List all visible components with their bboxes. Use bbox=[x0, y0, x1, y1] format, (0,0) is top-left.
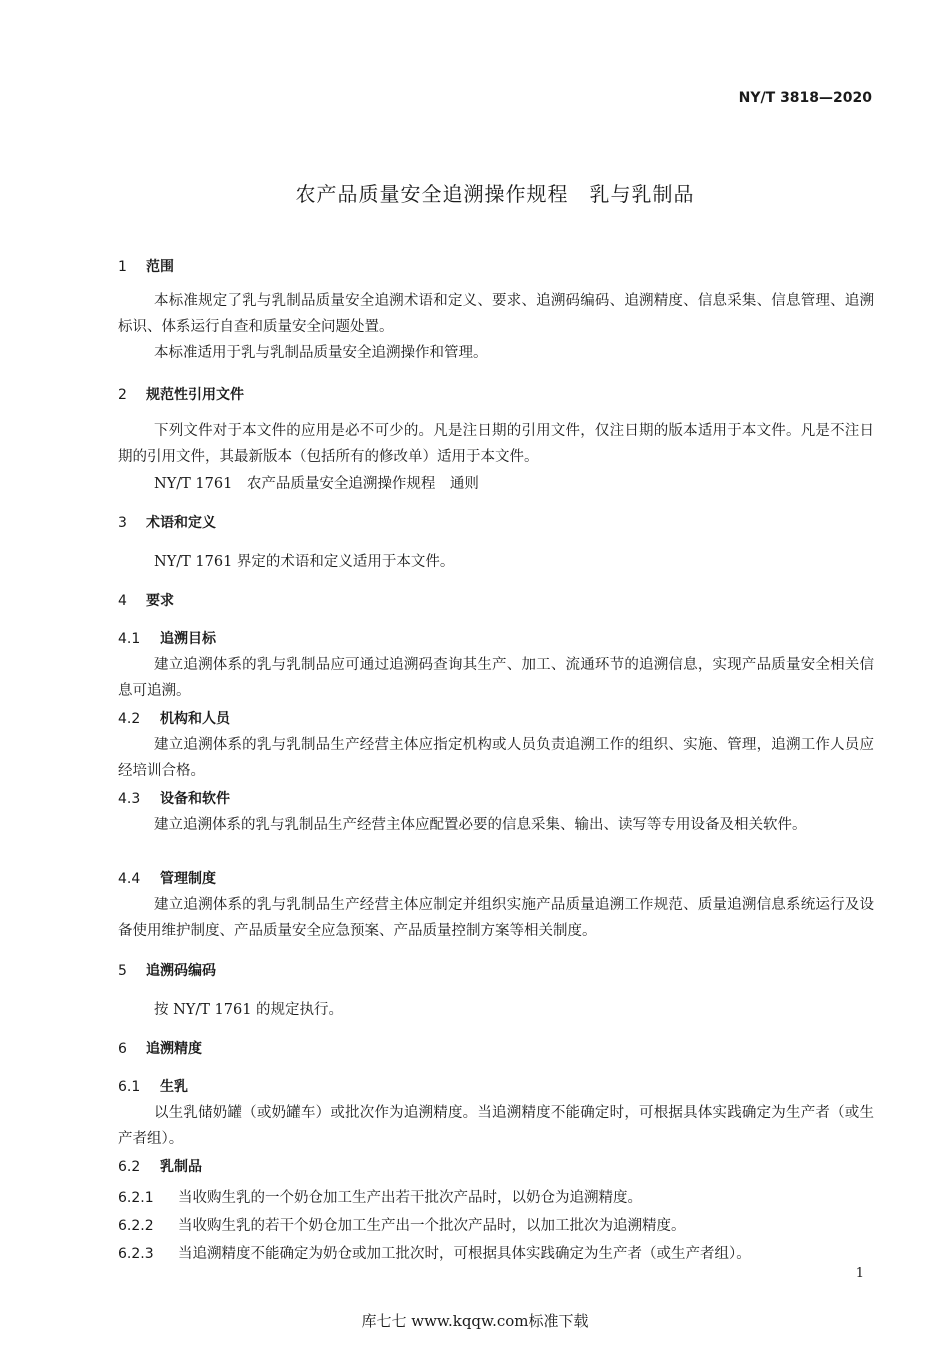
section-3-paragraph-1: NY/T 1761 界定的术语和定义适用于本文件。 bbox=[154, 554, 455, 570]
section-title: 术语和定义 bbox=[146, 515, 216, 531]
section-number: 4 bbox=[118, 593, 127, 609]
footer-watermark-text: 库七七 www.kqqw.com标准下载 bbox=[361, 1312, 589, 1330]
normative-reference: NY/T 1761 农产品质量安全追溯操作规程 通则 bbox=[154, 476, 479, 492]
standard-code: NY/T 3818—2020 bbox=[738, 90, 872, 106]
section-1-paragraph-1: 本标准规定了乳与乳制品质量安全追溯术语和定义、要求、追溯码编码、追溯精度、信息采集、信息管理、追溯标识、体系运行自查和质量安全问题处置。 bbox=[118, 293, 874, 335]
section-number: 1 bbox=[118, 259, 127, 275]
subsection-4-2-paragraph: 建立追溯体系的乳与乳制品生产经营主体应指定机构或人员负责追溯工作的组织、实施、管理，追溯工作人员应经培训合格。 bbox=[118, 737, 874, 779]
section-title: 追溯精度 bbox=[146, 1041, 202, 1057]
clause-6-2-3 bbox=[118, 1242, 751, 1263]
subsection-4-1-paragraph: 建立追溯体系的乳与乳制品应可通过追溯码查询其生产、加工、流通环节的追溯信息，实现产品质量安全相关信息可追溯。 bbox=[118, 657, 874, 699]
section-5-paragraph-1: 按 NY/T 1761 的规定执行。 bbox=[154, 1002, 344, 1018]
clause-number: 6.2.2 bbox=[118, 1218, 154, 1234]
subsection-4-4-heading bbox=[118, 868, 216, 888]
clause-number: 6.2.1 bbox=[118, 1190, 154, 1206]
subsection-title: 管理制度 bbox=[160, 871, 216, 887]
clause-6-2-2 bbox=[118, 1214, 686, 1235]
subsection-6-2-heading bbox=[118, 1156, 202, 1176]
section-6-heading bbox=[118, 1038, 202, 1058]
section-4-heading bbox=[118, 590, 174, 610]
subsection-number: 4.4 bbox=[118, 871, 141, 887]
subsection-title: 追溯目标 bbox=[160, 631, 216, 647]
clause-text: 当收购生乳的若干个奶仓加工生产出一个批次产品时，以加工批次为追溯精度。 bbox=[178, 1218, 686, 1234]
section-number: 5 bbox=[118, 963, 127, 979]
page-number: 1 bbox=[855, 1266, 864, 1281]
section-1-paragraph-2: 本标准适用于乳与乳制品质量安全追溯操作和管理。 bbox=[154, 345, 488, 361]
section-1-heading bbox=[118, 256, 174, 276]
clause-6-2-1 bbox=[118, 1186, 642, 1207]
clause-text: 当追溯精度不能确定为奶仓或加工批次时，可根据具体实践确定为生产者（或生产者组）。 bbox=[178, 1246, 751, 1262]
subsection-title: 设备和软件 bbox=[160, 791, 230, 807]
section-number: 6 bbox=[118, 1041, 127, 1057]
section-number: 3 bbox=[118, 515, 127, 531]
section-5-heading bbox=[118, 960, 216, 980]
section-title: 追溯码编码 bbox=[146, 963, 216, 979]
section-3-heading bbox=[118, 512, 216, 532]
subsection-number: 6.2 bbox=[118, 1159, 141, 1175]
subsection-6-1-paragraph: 以生乳储奶罐（或奶罐车）或批次作为追溯精度。当追溯精度不能确定时，可根据具体实践确定为生产者（或生产者组）。 bbox=[118, 1105, 874, 1147]
subsection-number: 4.3 bbox=[118, 791, 141, 807]
subsection-title: 机构和人员 bbox=[160, 711, 230, 727]
section-2-heading bbox=[118, 384, 244, 404]
clause-text: 当收购生乳的一个奶仓加工生产出若干批次产品时，以奶仓为追溯精度。 bbox=[178, 1190, 642, 1206]
subsection-number: 4.1 bbox=[118, 631, 141, 647]
subsection-4-4-paragraph: 建立追溯体系的乳与乳制品生产经营主体应制定并组织实施产品质量追溯工作规范、质量追溯信息系统运行及设备使用维护制度、产品质量安全应急预案、产品质量控制方案等相关制度。 bbox=[118, 897, 874, 939]
section-number: 2 bbox=[118, 387, 127, 403]
clause-number: 6.2.3 bbox=[118, 1246, 154, 1262]
subsection-4-3-heading bbox=[118, 788, 230, 808]
section-title: 规范性引用文件 bbox=[146, 387, 244, 403]
section-2-paragraph-1: 下列文件对于本文件的应用是必不可少的。凡是注日期的引用文件，仅注日期的版本适用于本文件。凡是不注日期的引用文件，其最新版本（包括所有的修改单）适用于本文件。 bbox=[118, 423, 874, 465]
section-title: 范围 bbox=[146, 259, 174, 275]
subsection-title: 生乳 bbox=[160, 1079, 188, 1095]
subsection-4-3-paragraph: 建立追溯体系的乳与乳制品生产经营主体应配置必要的信息采集、输出、读写等专用设备及相关软件。 bbox=[154, 817, 807, 833]
subsection-title: 乳制品 bbox=[160, 1159, 202, 1175]
page-title: 农产品质量安全追溯操作规程 乳与乳制品 bbox=[295, 182, 695, 206]
subsection-number: 4.2 bbox=[118, 711, 141, 727]
subsection-4-2-heading bbox=[118, 708, 230, 728]
subsection-6-1-heading bbox=[118, 1076, 188, 1096]
section-title: 要求 bbox=[146, 593, 174, 609]
subsection-4-1-heading bbox=[118, 628, 216, 648]
subsection-number: 6.1 bbox=[118, 1079, 141, 1095]
